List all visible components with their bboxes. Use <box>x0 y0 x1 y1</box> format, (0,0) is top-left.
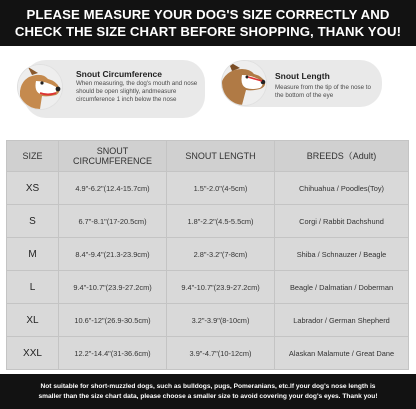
length-cell: 3.9"-4.7"(10-12cm) <box>167 337 275 370</box>
breeds-cell: Beagle / Dalmatian / Doberman <box>275 271 409 304</box>
length-cell: 1.8"-2.2"(4.5-5.5cm) <box>167 205 275 238</box>
footer-line-1: Not suitable for short-muzzled dogs, such as bulldogs, pugs, Pomeranians, etc.If your dog's nose length is <box>40 382 376 390</box>
circumference-cell: 9.4"-10.7"(23.9-27.2cm) <box>59 271 167 304</box>
bottom-banner <box>0 374 416 409</box>
length-cell: 9.4"-10.7"(23.9-27.2cm) <box>167 271 275 304</box>
snout-circumference-title: Snout Circumference <box>76 69 162 79</box>
length-cell: 3.2"-3.9"(8-10cm) <box>167 304 275 337</box>
breeds-cell: Alaskan Malamute / Great Dane <box>275 337 409 370</box>
header-breeds: BREEDS（Adult) <box>275 141 409 172</box>
size-cell: XS <box>7 172 59 205</box>
breeds-cell: Labrador / German Shepherd <box>275 304 409 337</box>
dog-photo-icon <box>222 61 266 105</box>
header-line-2: CHECK THE SIZE CHART BEFORE SHOPPING, THANK YOU! <box>14 24 402 39</box>
size-cell: XXL <box>7 337 59 370</box>
footer-line-2: smaller than the size chart data, please choose a smaller size to avoid covering your dog's eyes. Thank you! <box>38 392 378 400</box>
circumference-cell: 12.2"-14.4"(31-36.6cm) <box>59 337 167 370</box>
header-size: SIZE <box>7 141 59 172</box>
header-snout-circumference: SNOUT CIRCUMFERENCE <box>59 141 167 172</box>
table-row <box>7 205 409 238</box>
breeds-cell: Chihuahua / Poodles(Toy) <box>275 172 409 205</box>
size-cell: L <box>7 271 59 304</box>
header-snout-length: SNOUT LENGTH <box>167 141 275 172</box>
length-cell: 2.8"-3.2"(7-8cm) <box>167 238 275 271</box>
dog-photo-icon <box>18 65 62 109</box>
table-row <box>7 238 409 271</box>
circumference-cell: 8.4"-9.4"(21.3-23.9cm) <box>59 238 167 271</box>
size-chart-table <box>6 140 409 370</box>
table-row <box>7 304 409 337</box>
circumference-cell: 6.7"-8.1"(17-20.5cm) <box>59 205 167 238</box>
snout-length-description: Measure from the tip of the nose to the bottom of the eye <box>275 84 371 99</box>
top-banner <box>0 0 416 46</box>
table-row <box>7 172 409 205</box>
table-row <box>7 271 409 304</box>
table-header-row <box>7 141 409 172</box>
header-line-1: PLEASE MEASURE YOUR DOG'S SIZE CORRECTLY AND <box>26 7 390 22</box>
size-cell: M <box>7 238 59 271</box>
circumference-cell: 4.9"-6.2"(12.4-15.7cm) <box>59 172 167 205</box>
table-row <box>7 337 409 370</box>
breeds-cell: Corgi / Rabbit Dachshund <box>275 205 409 238</box>
snout-length-title: Snout Length <box>275 71 330 81</box>
length-cell: 1.5"-2.0"(4-5cm) <box>167 172 275 205</box>
size-cell: XL <box>7 304 59 337</box>
size-cell: S <box>7 205 59 238</box>
snout-circumference-description: When measuring, the dog's mouth and nose should be open slightly, andmeasure circumference 1 inch below the nose <box>76 80 198 103</box>
circumference-cell: 10.6"-12"(26.9-30.5cm) <box>59 304 167 337</box>
breeds-cell: Shiba / Schnauzer / Beagle <box>275 238 409 271</box>
